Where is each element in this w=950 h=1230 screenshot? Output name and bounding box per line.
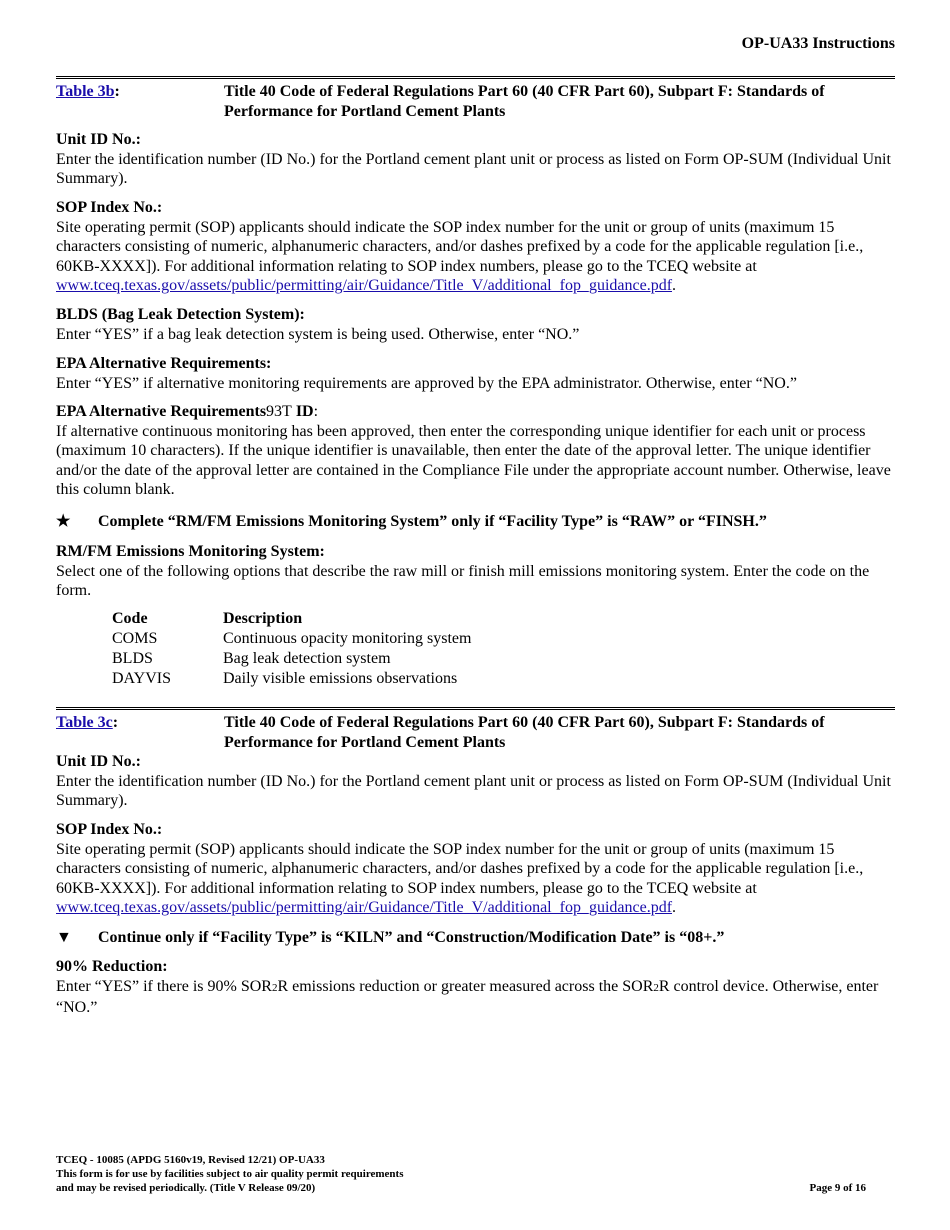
reduction-label: 90% Reduction: xyxy=(56,958,168,975)
code-column-header: Code xyxy=(112,610,148,627)
table-row xyxy=(112,629,612,649)
code-cell: DAYVIS xyxy=(112,670,171,687)
description-cell: Continuous opacity monitoring system xyxy=(223,630,472,647)
rmfm-text: Select one of the following options that describe the raw mill or finish mill emissions monitoring system. Enter the code on the form. xyxy=(56,562,870,600)
rmfm-code-table xyxy=(112,609,612,689)
section-divider xyxy=(56,76,895,79)
sop-index-label: SOP Index No.: xyxy=(56,199,163,216)
code-table-header xyxy=(112,609,612,629)
sop-guidance-link[interactable]: www.tceq.texas.gov/assets/public/permitting/air/Guidance/Title_V/additional_fop_guidance.pdf xyxy=(56,277,673,295)
sop-index-body: Site operating permit (SOP) applicants should indicate the SOP index number for the unit or group of units (maximum 15 characters consisting of numeric, alphanumeric characters, and/or dashes prefixed by a code for the applicable regulation [i.e., 60KB-XXXX]). For additional information relating to SOP index numbers, please go to the TCEQ website at xyxy=(56,840,864,897)
reduction-text-d: R emissions reduction or greater measured across the SO xyxy=(277,977,643,995)
sop-index-body: Site operating permit (SOP) applicants should indicate the SOP index number for the unit or group of units (maximum 15 characters consisting of numeric, alphanumeric characters, and/or dashes prefixed by a code for the applicable regulation [i.e., 60KB-XXXX]). For additional information relating to SOP index numbers, please go to the TCEQ website at xyxy=(56,218,864,275)
page-header-title: OP-UA33 Instructions xyxy=(741,35,895,52)
code-cell: BLDS xyxy=(112,650,153,667)
table-3b-title: Title 40 Code of Federal Regulations Part 60 (40 CFR Part 60), Subpart F: Standards of Performance for Portland Cement Plants xyxy=(224,83,825,120)
rmfm-condition-note xyxy=(56,512,896,532)
table-3b-link[interactable]: Table 3b xyxy=(56,83,115,100)
footer-form-id: TCEQ - 10085 (APDG 5160v19, Revised 12/21) OP-UA33 xyxy=(56,1154,325,1166)
epa-alt-id-label-c: ID xyxy=(291,403,314,420)
sop-index-text xyxy=(56,840,896,918)
unit-id-label: Unit ID No.: xyxy=(56,753,141,770)
sop-index-text xyxy=(56,218,896,296)
sop-index-section xyxy=(56,820,896,918)
table-3c-ref xyxy=(56,713,118,733)
reduction-text-e: R xyxy=(642,977,654,995)
unit-id-section xyxy=(56,130,896,189)
epa-alt-id-label-d: : xyxy=(313,403,319,420)
table-3c-link[interactable]: Table 3c xyxy=(56,714,113,731)
reduction-text-c: 2 xyxy=(271,981,278,994)
triangle-down-icon: ▼ xyxy=(56,929,72,946)
section-divider xyxy=(56,707,895,710)
description-cell: Daily visible emissions observations xyxy=(223,670,458,687)
reduction-section xyxy=(56,957,896,1018)
table-3b-ref xyxy=(56,82,120,102)
kiln-condition-note xyxy=(56,928,896,948)
footer-revision-note: and may be revised periodically. (Title V Release 09/20) xyxy=(56,1182,316,1194)
table-3c-colon: : xyxy=(112,714,119,731)
sop-index-section xyxy=(56,198,896,296)
unit-id-text: Enter the identification number (ID No.) for the Portland cement plant unit or process as listed on Form OP-SUM (Individual Unit Summary). xyxy=(56,150,891,188)
code-cell: COMS xyxy=(112,630,158,647)
rmfm-condition-text: Complete “RM/FM Emissions Monitoring System” only if “Facility Type” is “RAW” or “FINSH.” xyxy=(98,513,767,530)
reduction-text-a: Enter “YES” if there is 90% SO xyxy=(56,977,262,995)
sop-index-label: SOP Index No.: xyxy=(56,821,163,838)
blds-section xyxy=(56,305,896,344)
star-icon: ★ xyxy=(56,513,71,530)
epa-alt-section xyxy=(56,354,896,393)
epa-alt-id-label xyxy=(56,402,896,422)
blds-text: Enter “YES” if a bag leak detection system is being used. Otherwise, enter “NO.” xyxy=(56,325,580,343)
epa-alt-id-label-b: 93T xyxy=(266,403,292,420)
epa-alt-id-label-a: EPA Alternative Requirements xyxy=(56,403,267,420)
sop-index-end: . xyxy=(672,277,677,295)
rmfm-label: RM/FM Emissions Monitoring System: xyxy=(56,543,325,560)
epa-alt-id-section xyxy=(56,402,896,500)
table-3c-title: Title 40 Code of Federal Regulations Part 60 (40 CFR Part 60), Subpart F: Standards of Performance for Portland Cement Plants xyxy=(224,714,825,751)
kiln-condition-text: Continue only if “Facility Type” is “KILN” and “Construction/Modification Date” is “08+.” xyxy=(98,929,725,946)
footer-usage-note: This form is for use by facilities subject to air quality permit requirements xyxy=(56,1168,404,1180)
description-cell: Bag leak detection system xyxy=(223,650,391,667)
description-column-header: Description xyxy=(223,610,303,627)
epa-alt-id-text: If alternative continuous monitoring has been approved, then enter the corresponding unique identifier for each unit or process (maximum 10 characters). If the unique identifier is unavailable, then enter the date of the approval letter. The unique identifier and/or the date of the approval letter are contained in the Compliance File under the appropriate account number. Otherwise, leave this column blank. xyxy=(56,422,891,499)
table-row xyxy=(112,669,612,689)
epa-alt-text: Enter “YES” if alternative monitoring requirements are approved by the EPA administrator. Otherwise, enter “NO.” xyxy=(56,374,797,392)
form-footer xyxy=(56,1153,404,1195)
unit-id-section xyxy=(56,752,896,811)
reduction-text-g: R control device. Otherwise, enter “NO.” xyxy=(56,977,879,1017)
reduction-text xyxy=(56,977,896,1018)
sop-guidance-link[interactable]: www.tceq.texas.gov/assets/public/permitting/air/Guidance/Title_V/additional_fop_guidance.pdf xyxy=(56,899,673,917)
epa-alt-label: EPA Alternative Requirements: xyxy=(56,355,272,372)
table-3b-colon: : xyxy=(114,83,120,100)
sop-index-end: . xyxy=(672,899,677,917)
blds-label: BLDS (Bag Leak Detection System): xyxy=(56,306,305,323)
reduction-text-f: 2 xyxy=(653,981,659,994)
unit-id-label: Unit ID No.: xyxy=(56,131,141,148)
reduction-text-b: R xyxy=(261,977,272,995)
rmfm-section xyxy=(56,542,896,601)
unit-id-text: Enter the identification number (ID No.) for the Portland cement plant unit or process as listed on Form OP-SUM (Individual Unit Summary). xyxy=(56,772,891,810)
page-number: Page 9 of 16 xyxy=(809,1182,866,1194)
table-row xyxy=(112,649,612,669)
